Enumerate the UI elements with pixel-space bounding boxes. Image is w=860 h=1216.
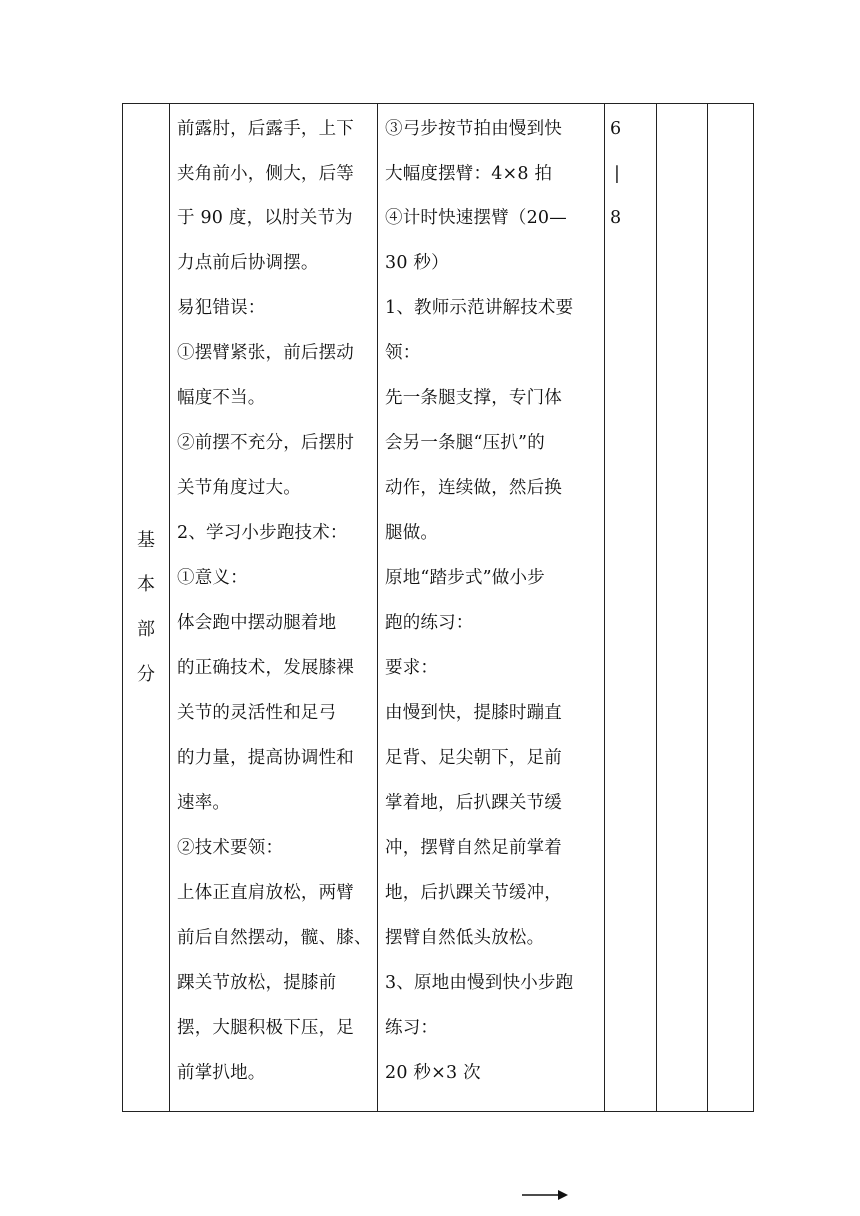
column-divider — [377, 104, 378, 1111]
content-line: 上体正直肩放松，两臂 — [177, 883, 354, 903]
section-label-char: 部 — [137, 619, 155, 640]
content-line: ①意义： — [177, 568, 248, 588]
method-line: 由慢到快，提膝时蹦直 — [385, 703, 562, 723]
method-line: ③弓步按节拍由慢到快 — [385, 119, 562, 139]
content-line: 关节的灵活性和足弓 — [177, 703, 337, 723]
method-line: ④计时快速摆臂（20— — [385, 208, 567, 228]
method-line: 3、原地由慢到快小步跑 — [385, 973, 574, 993]
content-line: 2、学习小步跑技术： — [177, 523, 348, 543]
content-line: 摆，大腿积极下压，足 — [177, 1018, 354, 1038]
empty-cell — [708, 104, 754, 1111]
method-line: 练习： — [385, 1018, 439, 1038]
content-line: ②技术要领： — [177, 838, 284, 858]
method-line: 大幅度摆臂：4×8 拍 — [385, 164, 553, 184]
column-divider — [169, 104, 170, 1111]
method-line: 地，后扒踝关节缓冲， — [385, 883, 562, 903]
content-line: 的力量，提高协调性和 — [177, 748, 354, 768]
method-line: 要求： — [385, 658, 439, 678]
section-label-char: 本 — [137, 574, 155, 595]
method-column — [385, 104, 603, 1111]
content-line: 关节角度过大。 — [177, 478, 301, 498]
empty-cell — [657, 104, 707, 1111]
content-line: 力点前后协调摆。 — [177, 253, 319, 273]
method-line: 30 秒） — [385, 253, 449, 273]
method-line: 先一条腿支撑，专门体 — [385, 388, 562, 408]
method-line: 会另一条腿“压扒”的 — [385, 433, 545, 453]
content-line: 幅度不当。 — [177, 388, 266, 408]
section-label-cell — [123, 104, 169, 1111]
method-line: 足背、足尖朝下，足前 — [385, 748, 562, 768]
content-line: 前掌扒地。 — [177, 1063, 266, 1083]
column-divider — [604, 104, 605, 1111]
method-line: 1、教师示范讲解技术要 — [385, 298, 574, 318]
content-line: 夹角前小，侧大，后等 — [177, 164, 354, 184]
content-line: 踝关节放松，提膝前 — [177, 973, 337, 993]
content-line: 易犯错误： — [177, 298, 266, 318]
method-line: 动作，连续做，然后换 — [385, 478, 562, 498]
time-value: 8 — [610, 208, 622, 228]
method-line: 腿做。 — [385, 523, 439, 543]
time-separator: | — [614, 164, 621, 184]
continue-arrow-icon — [522, 1188, 568, 1202]
time-column — [610, 104, 650, 1111]
content-line: 前露肘，后露手，上下 — [177, 119, 354, 139]
content-line: 前后自然摆动，髋、膝、 — [177, 928, 372, 948]
content-line: ①摆臂紧张，前后摆动 — [177, 343, 354, 363]
content-column — [177, 104, 375, 1111]
method-line: 跑的练习： — [385, 613, 474, 633]
content-line: 体会跑中摆动腿着地 — [177, 613, 337, 633]
content-line: 速率。 — [177, 793, 231, 813]
method-line: 原地“踏步式”做小步 — [385, 568, 545, 588]
time-value: 6 — [610, 119, 622, 139]
section-label-char: 分 — [137, 664, 155, 685]
method-line: 冲，摆臂自然足前掌着 — [385, 838, 562, 858]
content-line: 于 90 度，以肘关节为 — [177, 208, 353, 228]
method-line: 20 秒×3 次 — [385, 1063, 481, 1083]
method-line: 掌着地，后扒踝关节缓 — [385, 793, 562, 813]
method-line: 摆臂自然低头放松。 — [385, 928, 545, 948]
section-label-char: 基 — [137, 530, 155, 551]
content-line: ②前摆不充分，后摆肘 — [177, 433, 354, 453]
lesson-plan-table — [122, 103, 754, 1112]
content-line: 的正确技术，发展膝裸 — [177, 658, 354, 678]
method-line: 领： — [385, 343, 421, 363]
